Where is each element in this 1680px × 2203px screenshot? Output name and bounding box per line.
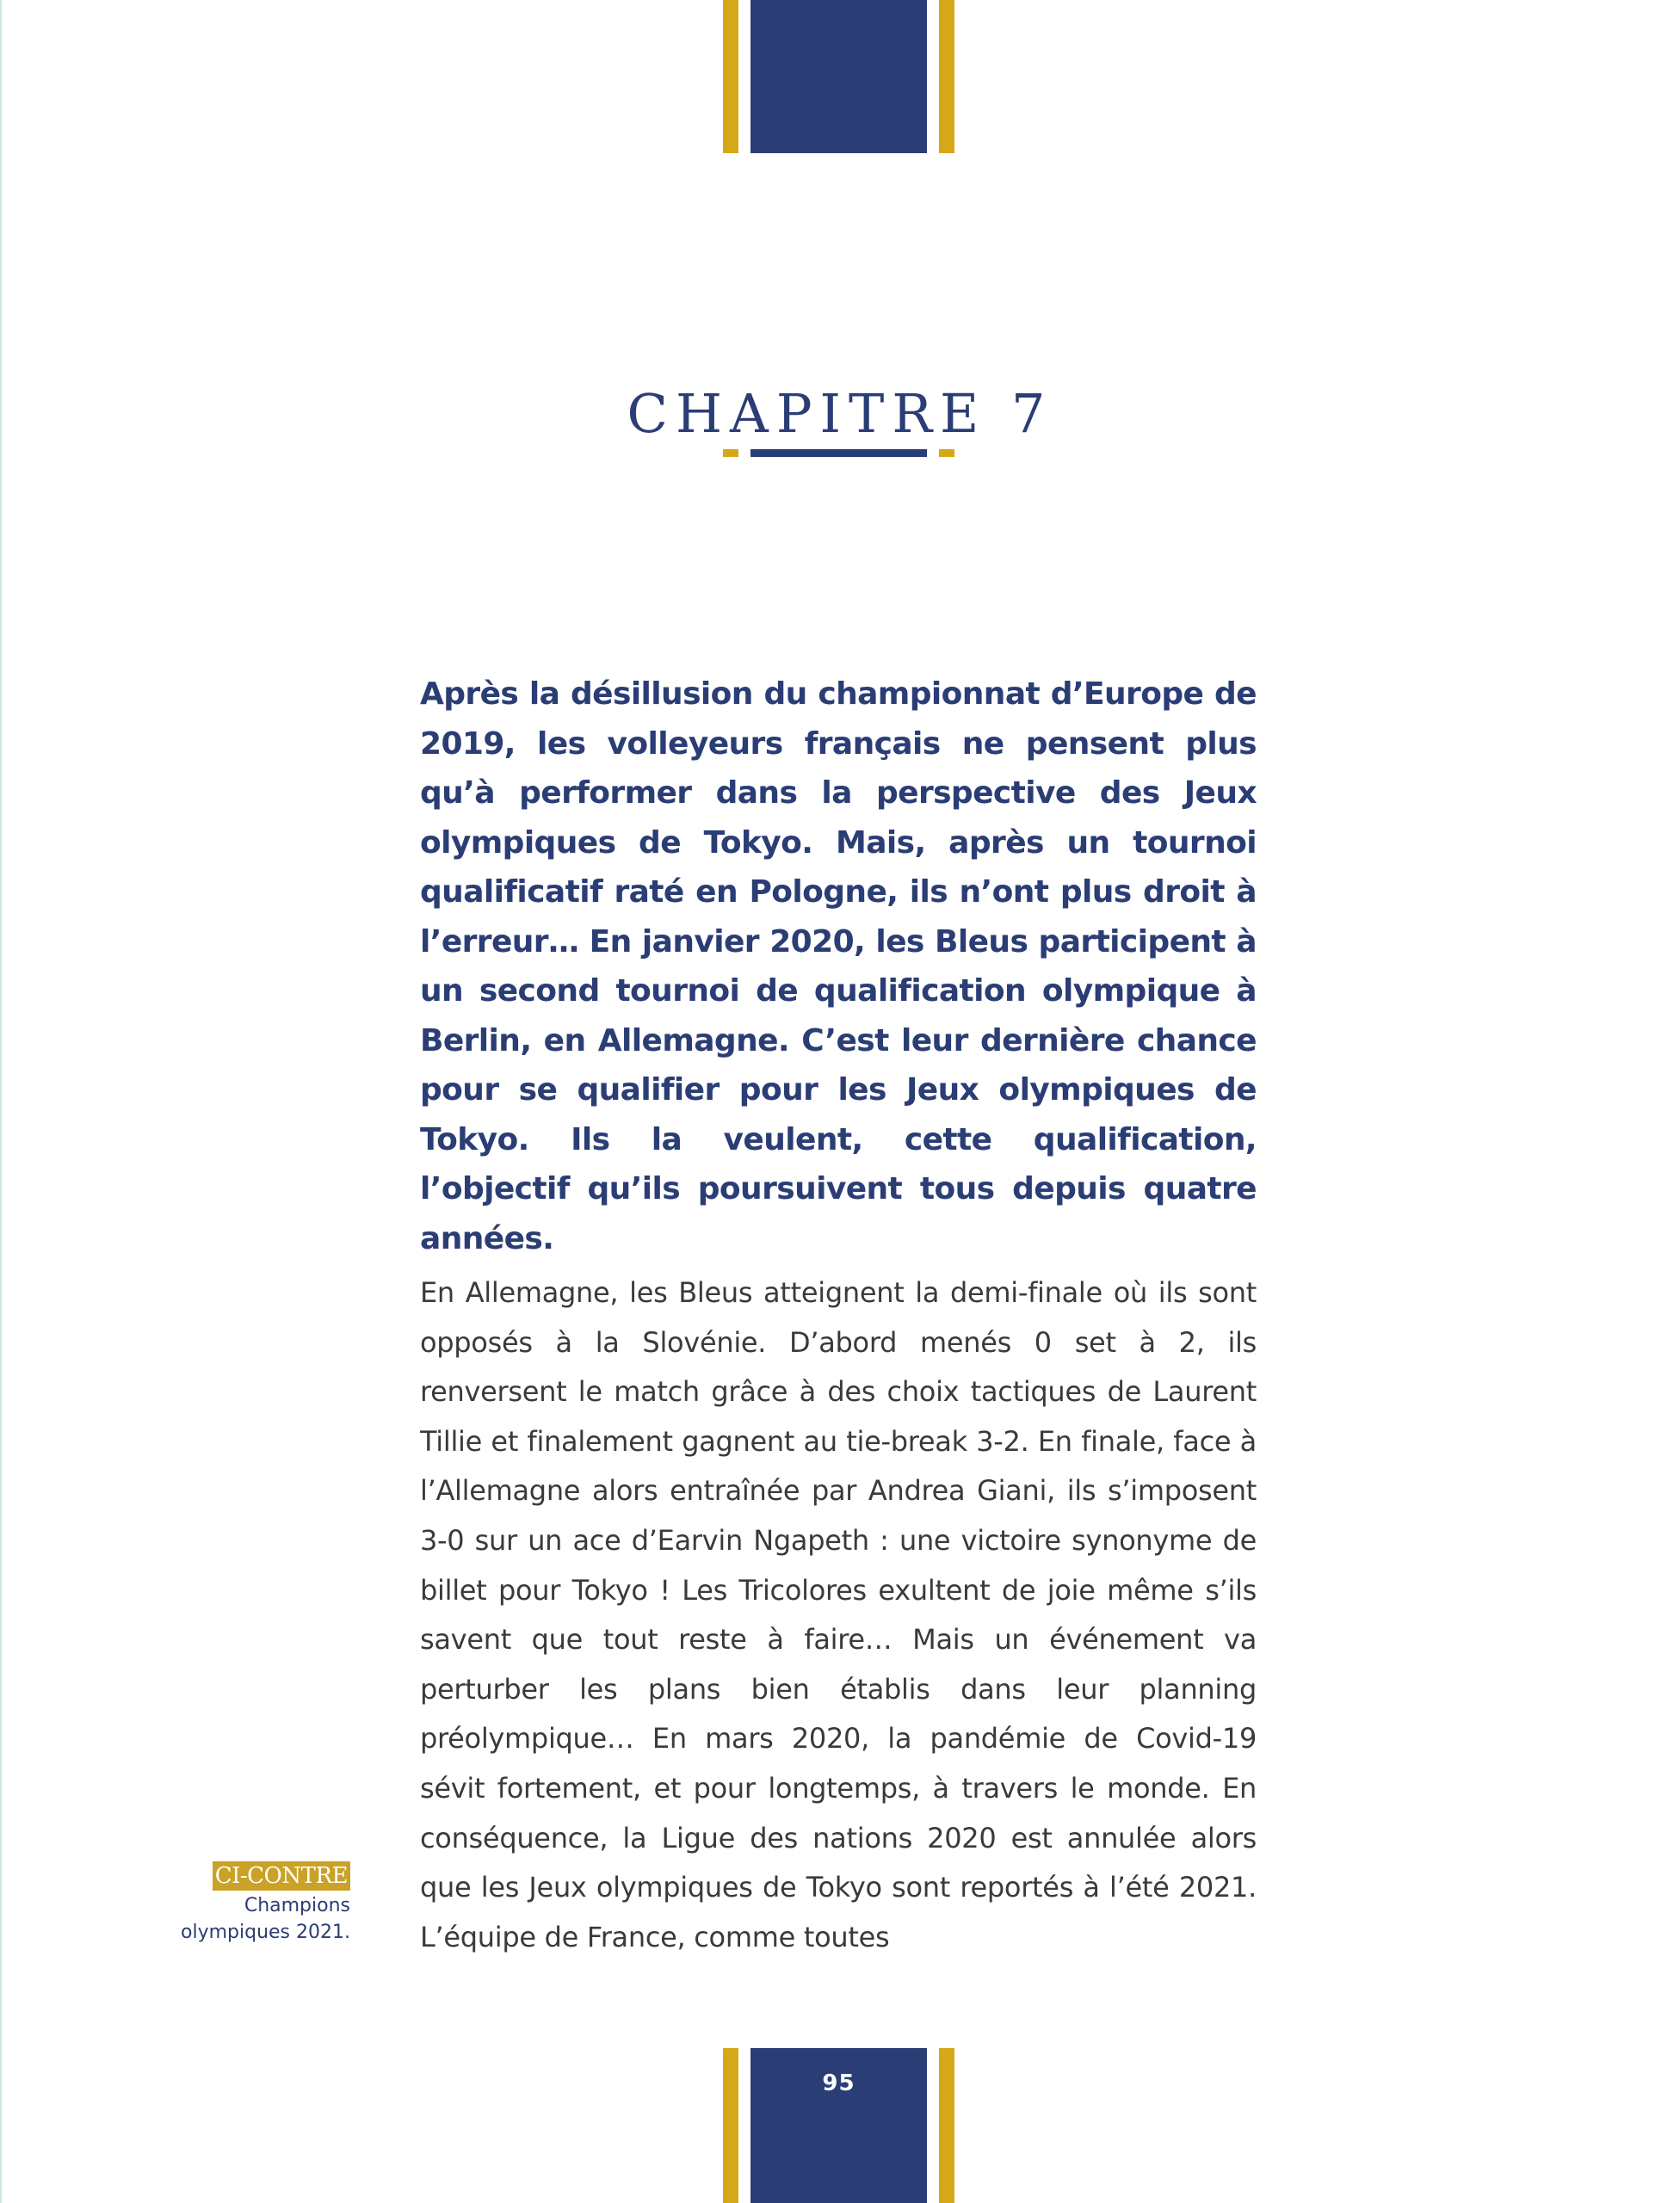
page-number: 95	[822, 2070, 855, 2096]
top-ornament-navy-block	[750, 0, 927, 153]
top-ornament	[0, 0, 1680, 153]
title-rule-gold-right	[939, 449, 954, 457]
photo-caption	[127, 1861, 350, 1946]
title-rule-navy	[750, 449, 927, 457]
title-rule-gold-left	[723, 449, 738, 457]
body-paragraph: En Allemagne, les Bleus atteignent la demi-finale où ils sont opposés à la Slovénie. D’abord menés 0 set à 2, ils renversent le match grâce à des choix tactiques de Laurent Tillie et finalement gagnent au tie-break 3-2. En finale, face à l’Allemagne alors entraînée par Andrea Giani, ils s’imposent 3-0 sur un ace d’Earvin Ngapeth : une victoire synonyme de billet pour Tokyo ! Les Tricolores exultent de joie même s’ils savent que tout reste à faire… Mais un événement va perturber les plans bien établis dans leur planning préolympique… En mars 2020, la pandémie de Covid-19 sévit fortement, et pour longtemps, à travers le monde. En conséquence, la Ligue des nations 2020 est annulée alors que les Jeux olympiques de Tokyo sont reportés à l’été 2021. L’équipe de France, comme toutes	[420, 1276, 1257, 1953]
top-ornament-gold-bar-left	[723, 0, 738, 153]
caption-line-2: olympiques 2021.	[181, 1922, 350, 1943]
caption-tag: CI-CONTRE	[213, 1861, 350, 1891]
lead-paragraph: Après la désillusion du championnat d’Europe de 2019, les volleyeurs français ne pensent plus qu’à performer dans la perspective des Jeux olympiques de Tokyo. Mais, après un tournoi qualificatif raté en Pologne, ils n’ont plus droit à l’erreur… En janvier 2020, les Bleus participent à un second tournoi de qualification olympique à Berlin, en Allemagne. C’est leur dernière chance pour se qualifier pour les Jeux olympiques de Tokyo. Ils la veulent, cette qualification, l’objectif qu’ils poursuivent tous depuis quatre années.	[420, 676, 1257, 1256]
bottom-ornament-gold-bar-left	[723, 2048, 738, 2203]
bottom-ornament-gold-bar-right	[939, 2048, 954, 2203]
top-ornament-gold-bar-right	[939, 0, 954, 153]
caption-line-1: Champions	[244, 1895, 350, 1916]
chapter-title: CHAPITRE 7	[627, 381, 1053, 445]
page-edge-line	[0, 0, 2, 2203]
